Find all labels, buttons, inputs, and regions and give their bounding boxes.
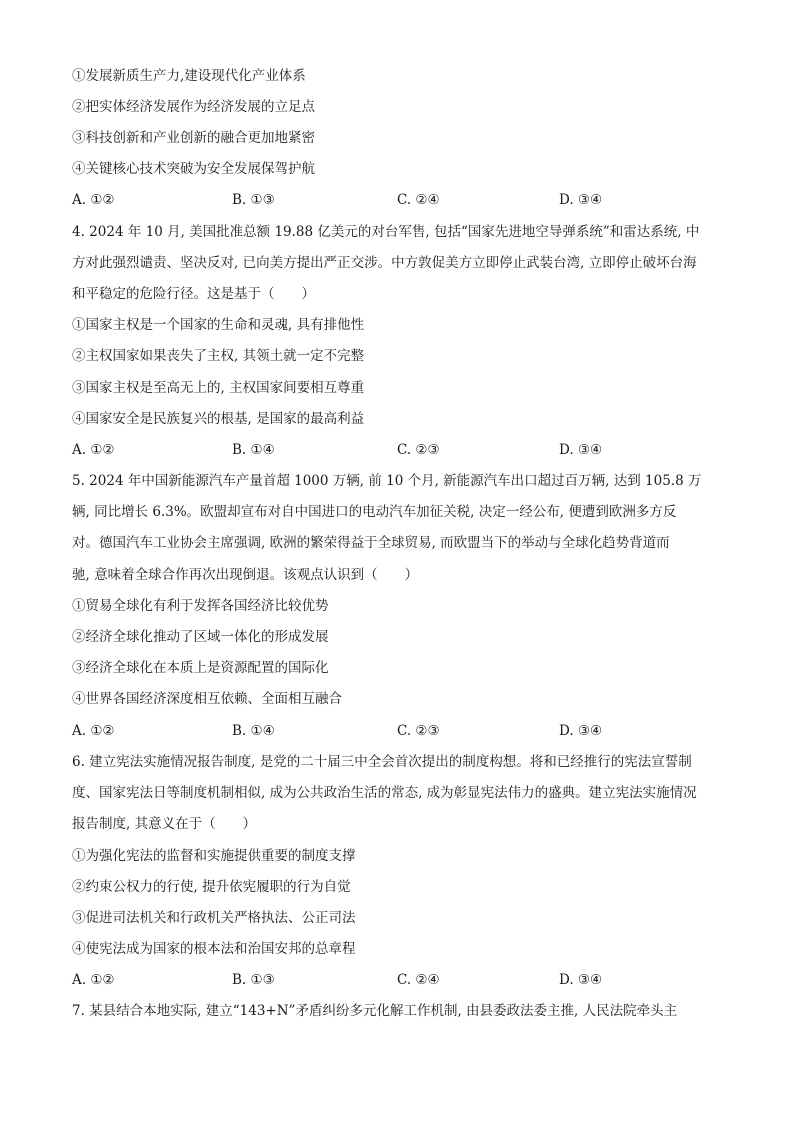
q5-option-4: ④世界各国经济深度相互依赖、全面相互融合	[72, 691, 342, 707]
q5-stem-line-1: 5. 2024 年中国新能源汽车产量首超 1000 万辆, 前 10 个月, 新能源汽车出口超过百万辆, 达到 105.8 万	[72, 473, 702, 489]
q4-stem-line-1: 4. 2024 年 10 月, 美国批准总额 19.88 亿美元的对台军售, 包括“国家先进地空导弹系统”和雷达系统, 中	[72, 224, 700, 240]
q4-option-4: ④国家安全是民族复兴的根基, 是国家的最高利益	[72, 411, 365, 427]
q3-option-4: ④关键核心技术突破为安全发展保驾护航	[72, 161, 315, 177]
q6-choice-c: C. ②④	[397, 972, 440, 988]
q5-stem-line-2: 辆, 同比增长 6.3%。欧盟却宣布对自中国进口的电动汽车加征关税, 决定一经公布, 便遭到欧洲多方反	[72, 504, 677, 520]
q5-option-2: ②经济全球化推动了区域一体化的形成发展	[72, 629, 329, 645]
q6-option-3: ③促进司法机关和行政机关严格执法、公正司法	[72, 910, 356, 926]
q4-option-1: ①国家主权是一个国家的生命和灵魂, 具有排他性	[72, 317, 365, 333]
q6-option-2: ②约束公权力的行使, 提升依宪履职的行为自觉	[72, 879, 351, 895]
q6-choices	[72, 970, 722, 990]
q4-choice-c: C. ②③	[397, 442, 440, 458]
q4-stem-line-3: 和平稳定的危险行径。这是基于（ ）	[72, 286, 315, 302]
q3-choice-c: C. ②④	[397, 192, 440, 208]
q5-choice-a: A. ①②	[72, 723, 115, 739]
q6-option-1: ①为强化宪法的监督和实施提供重要的制度支撑	[72, 848, 356, 864]
q4-choice-d: D. ③④	[559, 442, 603, 458]
q7-stem-line-1: 7. 某县结合本地实际, 建立“143+N”矛盾纠纷多元化解工作机制, 由县委政法委主推, 人民法院牵头主	[72, 1003, 678, 1019]
q3-choice-b: B. ①③	[232, 192, 275, 208]
q6-choice-b: B. ①③	[232, 972, 275, 988]
q5-choice-c: C. ②③	[397, 723, 440, 739]
q4-choices	[72, 440, 722, 460]
q5-stem-line-4: 驰, 意味着全球合作再次出现倒退。该观点认识到（ ）	[72, 567, 419, 583]
q3-choice-a: A. ①②	[72, 192, 115, 208]
q4-choice-b: B. ①④	[232, 442, 275, 458]
q3-choices	[72, 190, 722, 210]
q5-choices	[72, 721, 722, 741]
q3-option-3: ③科技创新和产业创新的融合更加地紧密	[72, 130, 315, 146]
q3-option-2: ②把实体经济发展作为经济发展的立足点	[72, 99, 315, 115]
q3-option-1: ①发展新质生产力,建设现代化产业体系	[72, 68, 306, 84]
q4-stem-line-2: 方对此强烈谴责、坚决反对, 已向美方提出严正交涉。中方敦促美方立即停止武装台湾, 立即停止破坏台海	[72, 255, 697, 271]
q4-option-2: ②主权国家如果丧失了主权, 其领土就一定不完整	[72, 348, 365, 364]
q6-stem-line-2: 度、国家宪法日等制度机制相似, 成为公共政治生活的常态, 成为彰显宪法伟力的盛典。建立宪法实施情况	[72, 785, 697, 801]
q6-choice-d: D. ③④	[559, 972, 603, 988]
q5-choice-d: D. ③④	[559, 723, 603, 739]
q6-choice-a: A. ①②	[72, 972, 115, 988]
q6-option-4: ④使宪法成为国家的根本法和治国安邦的总章程	[72, 941, 356, 957]
q4-choice-a: A. ①②	[72, 442, 115, 458]
q6-stem-line-3: 报告制度, 其意义在于（ ）	[72, 816, 257, 832]
q6-stem-line-1: 6. 建立宪法实施情况报告制度, 是党的二十届三中全会首次提出的制度构想。将和已经推行的宪法宣誓制	[72, 754, 692, 770]
q4-option-3: ③国家主权是至高无上的, 主权国家间要相互尊重	[72, 380, 365, 396]
q5-stem-line-3: 对。德国汽车工业协会主席强调, 欧洲的繁荣得益于全球贸易, 而欧盟当下的举动与全球化趋势背道而	[72, 535, 670, 551]
q5-option-1: ①贸易全球化有利于发挥各国经济比较优势	[72, 598, 329, 614]
q5-option-3: ③经济全球化在本质上是资源配置的国际化	[72, 660, 329, 676]
q5-choice-b: B. ①④	[232, 723, 275, 739]
q3-choice-d: D. ③④	[559, 192, 603, 208]
